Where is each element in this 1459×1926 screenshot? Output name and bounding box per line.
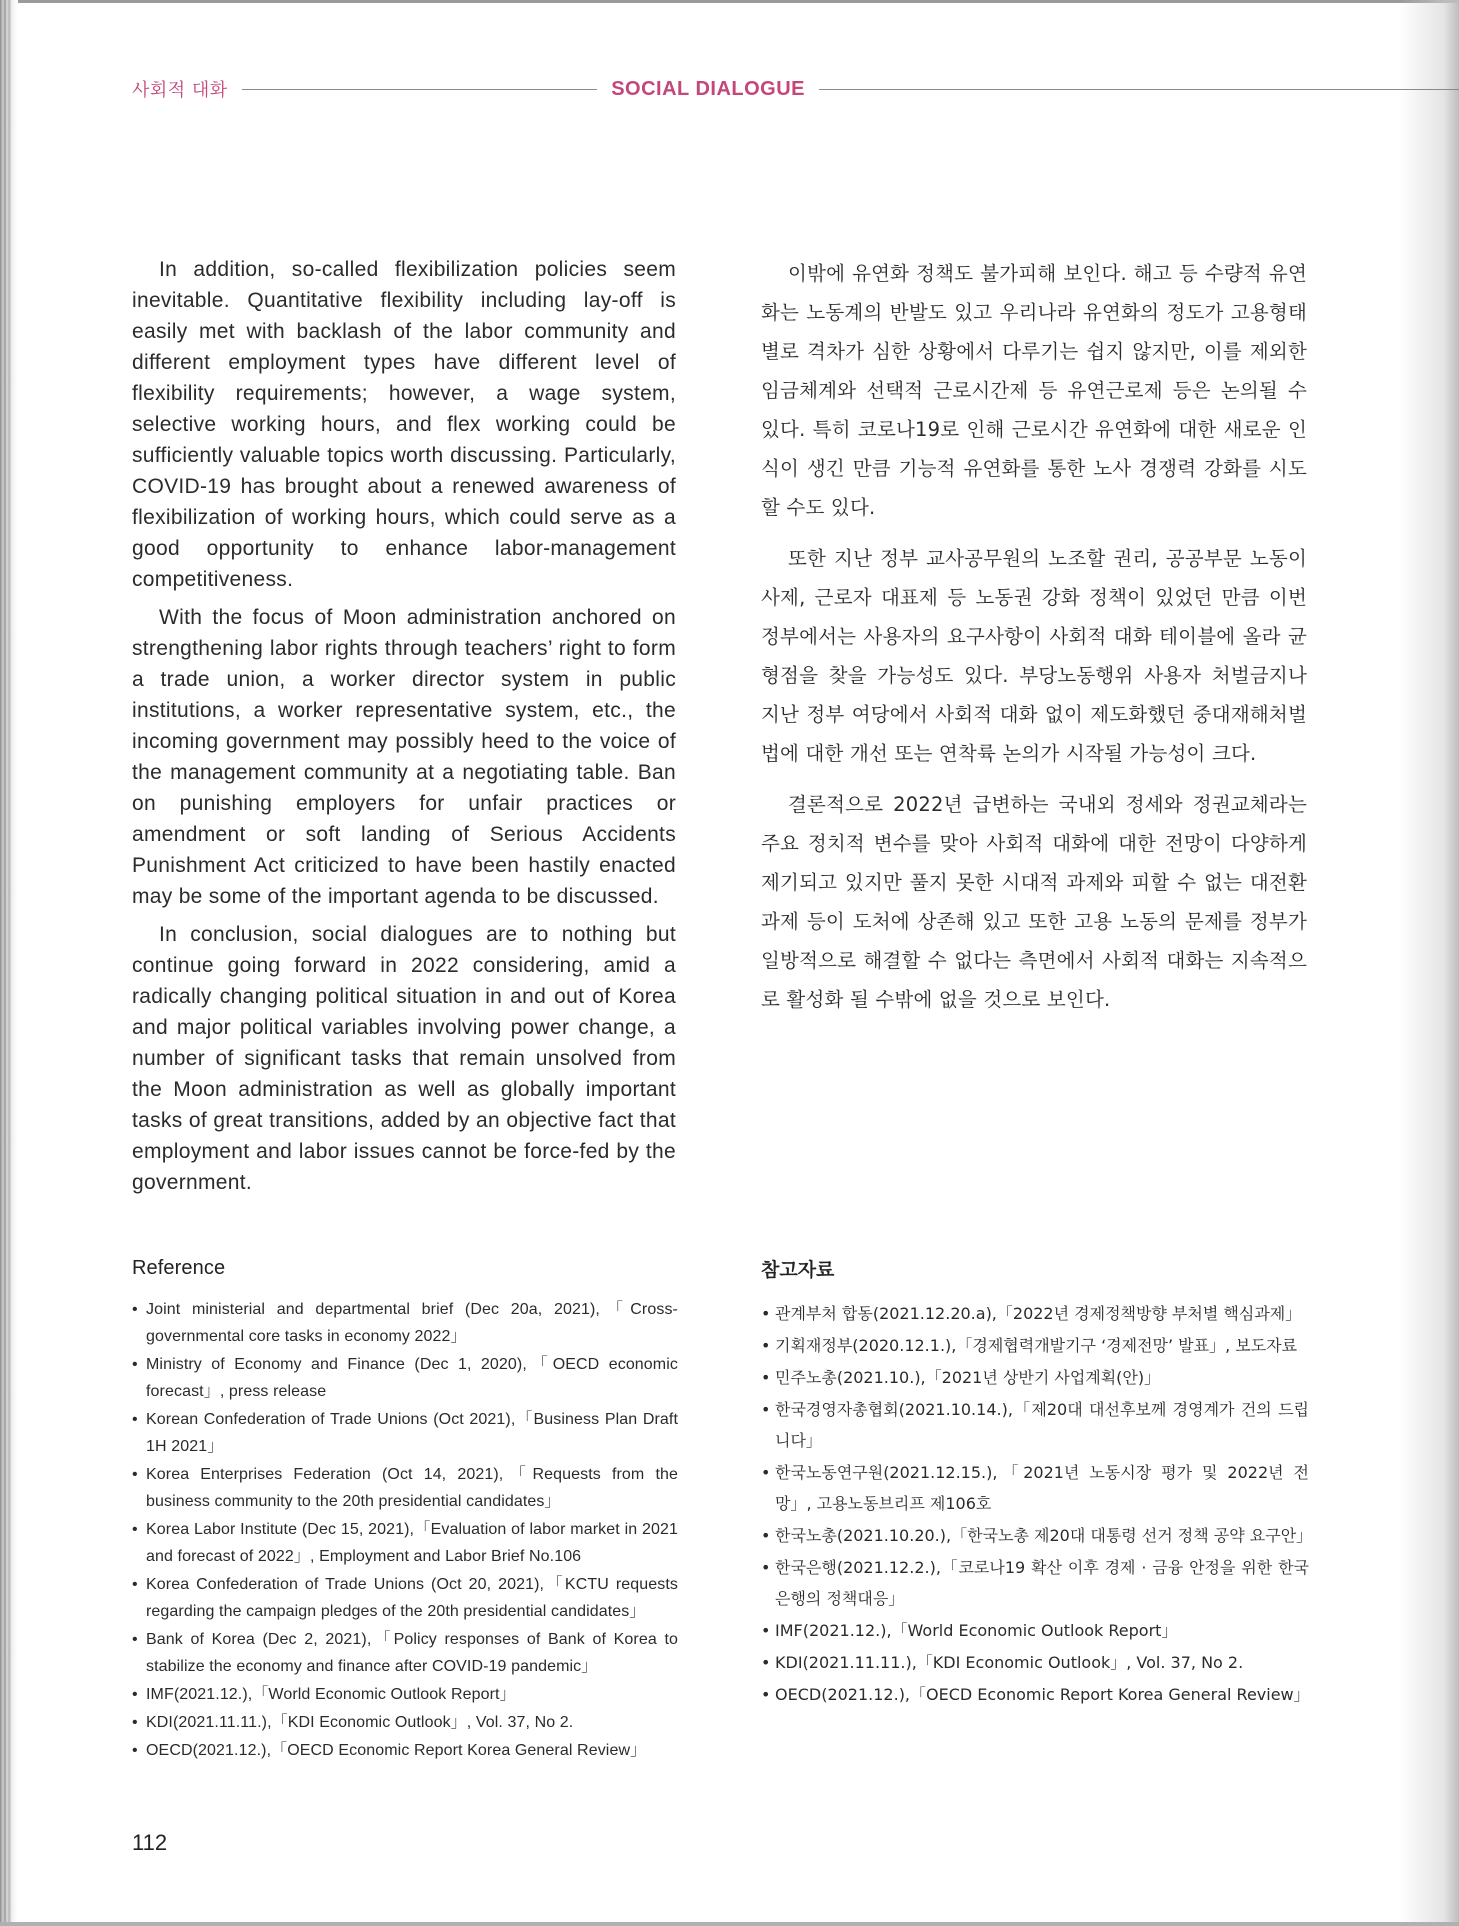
section-title-en: SOCIAL DIALOGUE — [611, 77, 805, 100]
section-title-ko: 사회적 대화 — [132, 80, 228, 101]
page-bottom-edge — [0, 1922, 1459, 1926]
reference-item: • Korea Enterprises Federation (Oct 14, 2021),「Requests from the business community to the 20th presidential candidates」 — [132, 1461, 678, 1515]
reference-item: • 한국은행(2021.12.2.),「코로나19 확산 이후 경제 · 금융 안정을 위한 한국은행의 정책대응」 — [761, 1552, 1309, 1614]
korean-body-column — [761, 254, 1307, 1031]
page-number: 112 — [132, 1830, 168, 1855]
reference-item: • Korean Confederation of Trade Unions (Oct 2021),「Business Plan Draft 1H 2021」 — [132, 1406, 678, 1460]
references-en — [132, 1255, 678, 1765]
reference-item: • Korea Confederation of Trade Unions (Oct 20, 2021),「KCTU requests regarding the campaign pledges of the 20th presidential candidates」 — [132, 1571, 678, 1625]
reference-item: • Bank of Korea (Dec 2, 2021),「Policy responses of Bank of Korea to stabilize the economy and finance after COVID-19 pandemic」 — [132, 1626, 678, 1680]
header-rule-left — [242, 89, 598, 90]
paragraph-en-3: In conclusion, social dialogues are to nothing but continue going forward in 2022 considering, amid a radically changing political situation in and out of Korea and major political variables involving power change, a number of significant tasks that remain unsolved from the Moon administration as well as globally important tasks of great transitions, added by an objective fact that employment and labor issues cannot be force-fed by the government. — [132, 923, 676, 1194]
reference-item: • Ministry of Economy and Finance (Dec 1, 2020),「OECD economic forecast」, press release — [132, 1351, 678, 1405]
reference-item: • IMF(2021.12.),「World Economic Outlook Report」 — [761, 1615, 1309, 1646]
references-en-list — [132, 1296, 678, 1764]
page-stack-edge — [0, 0, 18, 1926]
reference-item: • 민주노총(2021.10.),「2021년 상반기 사업계획(안)」 — [761, 1362, 1309, 1393]
header-rule-right — [819, 89, 1459, 90]
reference-item: • 관계부처 합동(2021.12.20.a),「2022년 경제정책방향 부처별 핵심과제」 — [761, 1298, 1309, 1329]
english-body-column — [132, 254, 676, 1205]
page-gutter-shadow — [1399, 0, 1459, 1926]
paragraph-ko-2: 또한 지난 정부 교사공무원의 노조할 권리, 공공부문 노동이사제, 근로자 대표제 등 노동권 강화 정책이 있었던 만큼 이번 정부에서는 사용자의 요구사항이 사회적 대화 테이블에 올라 균형점을 찾을 가능성도 있다. 부당노동행위 사용자 처벌금지나 지난 정부 여당에서 사회적 대화 없이 제도화했던 중대재해처벌법에 대한 개선 또는 연착륙 논의가 시작될 가능성이 크다. — [761, 547, 1307, 765]
reference-item: • KDI(2021.11.11.),「KDI Economic Outlook」, Vol. 37, No 2. — [132, 1709, 678, 1736]
reference-item: • Joint ministerial and departmental brief (Dec 20a, 2021),「Cross-governmental core tasks in economy 2022」 — [132, 1296, 678, 1350]
page-top-edge — [0, 0, 1459, 3]
running-header — [132, 76, 1459, 102]
reference-item: • Korea Labor Institute (Dec 15, 2021),「Evaluation of labor market in 2021 and forecast of 2022」, Employment and Labor Brief No.106 — [132, 1516, 678, 1570]
reference-item: • OECD(2021.12.),「OECD Economic Report Korea General Review」 — [132, 1737, 678, 1764]
paragraph-en-1: In addition, so-called flexibilization policies seem inevitable. Quantitative flexibility including lay-off is easily met with backlash of the labor community and different employment types have different level of flexibility requirements; however, a wage system, selective working hours, and flex working could be sufficiently valuable topics worth discussing. Particularly, COVID-19 has brought about a renewed awareness of flexibilization of working hours, which could serve as a good opportunity to enhance labor-management competitiveness. — [132, 258, 676, 591]
references-ko-list — [761, 1298, 1313, 1710]
references-en-heading: Reference — [132, 1257, 226, 1279]
reference-item: • KDI(2021.11.11.),「KDI Economic Outlook」, Vol. 37, No 2. — [761, 1647, 1309, 1678]
reference-item: • 한국경영자총협회(2021.10.14.),「제20대 대선후보께 경영계가 건의 드립니다」 — [761, 1394, 1309, 1456]
reference-item: • OECD(2021.12.),「OECD Economic Report Korea General Review」 — [761, 1679, 1309, 1710]
references-ko — [761, 1255, 1313, 1711]
reference-item: • 한국노총(2021.10.20.),「한국노총 제20대 대통령 선거 정책 공약 요구안」 — [761, 1520, 1309, 1551]
reference-item: • IMF(2021.12.),「World Economic Outlook Report」 — [132, 1681, 678, 1708]
paragraph-en-2: With the focus of Moon administration anchored on strengthening labor rights through teachers’ right to form a trade union, a worker director system in public institutions, a worker representative system, etc., the incoming government may possibly heed to the voice of the management community at a negotiating table. Ban on punishing employers for unfair practices or amendment or soft landing of Serious Accidents Punishment Act criticized to have been hastily enacted may be some of the important agenda to be discussed. — [132, 606, 676, 908]
reference-item: • 기획재정부(2020.12.1.),「경제협력개발기구 ‘경제전망’ 발표」, 보도자료 — [761, 1330, 1309, 1361]
reference-item: • 한국노동연구원(2021.12.15.),「2021년 노동시장 평가 및 2022년 전망」, 고용노동브리프 제106호 — [761, 1457, 1309, 1519]
paragraph-ko-3: 결론적으로 2022년 급변하는 국내외 정세와 정권교체라는 주요 정치적 변수를 맞아 사회적 대화에 대한 전망이 다양하게 제기되고 있지만 풀지 못한 시대적 과제와 피할 수 없는 대전환 과제 등이 도처에 상존해 있고 또한 고용 노동의 문제를 정부가 일방적으로 해결할 수 없다는 측면에서 사회적 대화는 지속적으로 활성화 될 수밖에 없을 것으로 보인다. — [761, 793, 1307, 1011]
references-ko-heading: 참고자료 — [761, 1259, 835, 1281]
paragraph-ko-1: 이밖에 유연화 정책도 불가피해 보인다. 해고 등 수량적 유연화는 노동계의 반발도 있고 우리나라 유연화의 정도가 고용형태별로 격차가 심한 상황에서 다루기는 쉽지 않지만, 이를 제외한 임금체계와 선택적 근로시간제 등 유연근로제 등은 논의될 수 있다. 특히 코로나19로 인해 근로시간 유연화에 대한 새로운 인식이 생긴 만큼 기능적 유연화를 통한 노사 경쟁력 강화를 시도할 수도 있다. — [761, 262, 1307, 519]
